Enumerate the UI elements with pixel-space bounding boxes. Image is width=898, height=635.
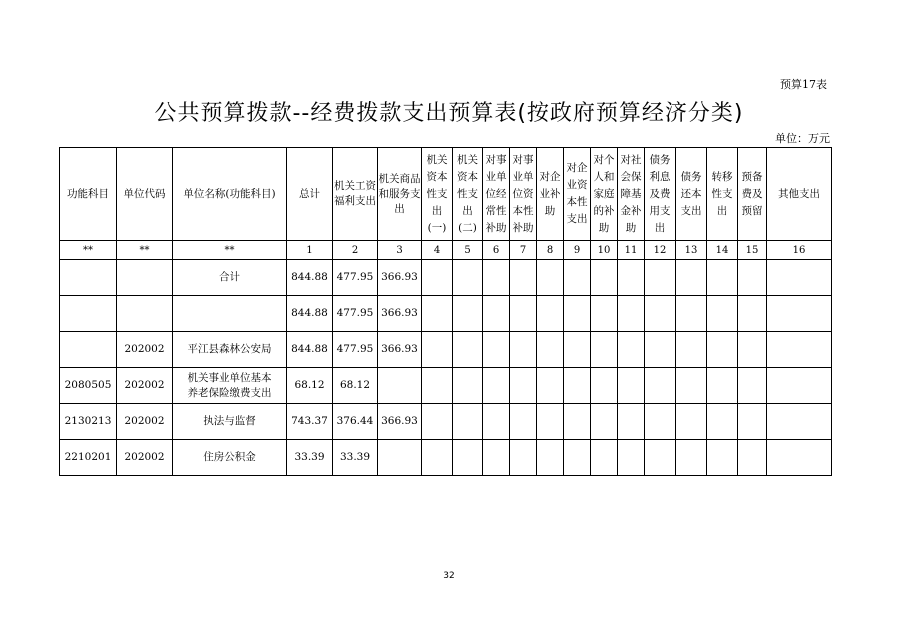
table-cell: [707, 332, 738, 368]
table-cell: [453, 404, 483, 440]
table-cell: [738, 260, 767, 296]
table-cell: [767, 332, 832, 368]
cell-text: 68.12: [339, 379, 371, 391]
column-header: [173, 148, 287, 241]
table-cell: [564, 332, 591, 368]
table-cell: [287, 368, 333, 404]
cell-text: 对个 人和 家庭 的补 助: [593, 153, 615, 234]
table-cell: [618, 241, 645, 260]
cell-text: 9: [573, 244, 581, 256]
cell-text: 11: [624, 244, 638, 256]
table-cell: [378, 241, 422, 260]
cell-text: 33.39: [339, 451, 371, 463]
table-cell: [483, 440, 510, 476]
table-cell: [591, 241, 618, 260]
cell-text: 743.37: [291, 415, 328, 427]
table-cell: [676, 241, 707, 260]
table-cell: [767, 440, 832, 476]
table-cell: [117, 296, 173, 332]
table-cell: [645, 296, 676, 332]
column-header: [618, 148, 645, 241]
cell-text: 202002: [124, 451, 165, 463]
column-header: [707, 148, 738, 241]
cell-text: 2: [351, 244, 359, 256]
cell-text: 2080505: [64, 379, 112, 391]
table-number: 预算17表: [780, 78, 827, 91]
table-cell: [60, 332, 117, 368]
table-cell: [333, 332, 378, 368]
column-header: [60, 148, 117, 241]
cell-text: 202002: [124, 415, 165, 427]
cell-text: 477.95: [336, 343, 374, 355]
table-cell: [645, 440, 676, 476]
column-index-row: [60, 241, 832, 260]
header-row: [60, 148, 832, 241]
table-cell: [333, 440, 378, 476]
cell-text: 单位名称(功能科目): [183, 187, 276, 200]
cell-text: 转移 性支 出: [711, 170, 733, 217]
column-header: [422, 148, 453, 241]
cell-text: 住房公积金: [203, 451, 256, 463]
table-cell: [510, 260, 537, 296]
table-cell: [60, 260, 117, 296]
table-cell: [707, 404, 738, 440]
table-cell: [645, 368, 676, 404]
cell-text: 机关事业单位基本 养老保险缴费支出: [187, 371, 272, 399]
table-cell: [173, 440, 287, 476]
cell-text: 5: [464, 244, 471, 256]
table-cell: [453, 332, 483, 368]
table-cell: [483, 296, 510, 332]
cell-text: 366.93: [381, 343, 418, 355]
cell-text: 总计: [299, 187, 320, 200]
cell-text: 4: [433, 244, 441, 256]
table-cell: [738, 296, 767, 332]
cell-text: 376.44: [336, 415, 374, 427]
cell-text: 202002: [124, 343, 165, 355]
cell-text: **: [83, 244, 93, 256]
table-cell: [483, 260, 510, 296]
table-cell: [333, 260, 378, 296]
table-cell: [422, 241, 453, 260]
cell-text: **: [224, 244, 235, 256]
table-cell: [453, 368, 483, 404]
table-cell: [564, 440, 591, 476]
table-cell: [333, 368, 378, 404]
table-cell: [510, 241, 537, 260]
table-cell: [618, 332, 645, 368]
table-cell: [483, 404, 510, 440]
column-header: [453, 148, 483, 241]
cell-text: 15: [745, 244, 759, 256]
table-cell: [645, 241, 676, 260]
table-cell: [707, 260, 738, 296]
cell-text: 对事 业单 位资 本性 补助: [512, 153, 534, 234]
table-cell: [378, 368, 422, 404]
cell-text: 对事 业单 位经 常性 补助: [485, 153, 507, 234]
column-header: [564, 148, 591, 241]
cell-text: 其他支出: [778, 187, 820, 200]
table-cell: [645, 260, 676, 296]
cell-text: 477.95: [336, 307, 374, 319]
table-row: [60, 332, 832, 368]
table-cell: [537, 368, 564, 404]
table-cell: [676, 296, 707, 332]
table-cell: [287, 332, 333, 368]
table-cell: [510, 404, 537, 440]
table-cell: [173, 404, 287, 440]
table-cell: [767, 241, 832, 260]
table-cell: [483, 332, 510, 368]
column-header: [378, 148, 422, 241]
column-header: [117, 148, 173, 241]
cell-text: 对企 业补 助: [539, 170, 561, 217]
table-cell: [537, 440, 564, 476]
table-row: [60, 296, 832, 332]
table-cell: [537, 404, 564, 440]
table-cell: [537, 296, 564, 332]
table-cell: [767, 368, 832, 404]
cell-text: 预备 费及 预留: [741, 170, 763, 217]
table-cell: [537, 241, 564, 260]
table-row: [60, 260, 832, 296]
table-cell: [591, 260, 618, 296]
table-cell: [483, 241, 510, 260]
cell-text: 功能科目: [67, 187, 109, 200]
table-cell: [618, 296, 645, 332]
table-cell: [117, 368, 173, 404]
cell-text: 844.88: [291, 307, 328, 319]
column-header: [510, 148, 537, 241]
cell-text: 202002: [124, 379, 165, 391]
cell-text: 477.95: [336, 271, 374, 283]
table-cell: [738, 440, 767, 476]
table-cell: [117, 332, 173, 368]
cell-text: 平江县森林公安局: [187, 343, 272, 355]
table-cell: [117, 440, 173, 476]
cell-text: 机关 资本 性支 出 (一): [426, 153, 448, 234]
page-title: 公共预算拨款--经费拨款支出预算表(按政府预算经济分类): [154, 101, 744, 126]
column-header: [591, 148, 618, 241]
cell-text: 13: [684, 244, 698, 256]
table-cell: [173, 296, 287, 332]
table-cell: [707, 296, 738, 332]
table-cell: [564, 368, 591, 404]
cell-text: 16: [792, 244, 806, 256]
cell-text: 68.12: [294, 379, 325, 391]
table-cell: [60, 440, 117, 476]
cell-text: 6: [492, 244, 500, 256]
table-cell: [591, 404, 618, 440]
column-header: [645, 148, 676, 241]
cell-text: 2130213: [64, 415, 112, 427]
table-cell: [767, 260, 832, 296]
table-cell: [60, 368, 117, 404]
cell-text: 366.93: [381, 307, 418, 319]
table-cell: [60, 296, 117, 332]
table-cell: [287, 296, 333, 332]
table-cell: [378, 404, 422, 440]
table-cell: [453, 440, 483, 476]
column-header: [287, 148, 333, 241]
cell-text: 对企 业资 本性 支出: [566, 162, 588, 225]
table-cell: [287, 241, 333, 260]
cell-text: 7: [519, 244, 527, 256]
table-cell: [117, 241, 173, 260]
cell-text: 33.39: [294, 451, 325, 463]
table-cell: [767, 404, 832, 440]
column-header: [767, 148, 832, 241]
cell-text: 机关 资本 性支 出 (二): [457, 153, 478, 234]
table-cell: [738, 404, 767, 440]
table-cell: [422, 260, 453, 296]
table-cell: [173, 241, 287, 260]
table-cell: [618, 260, 645, 296]
table-cell: [117, 404, 173, 440]
table-cell: [707, 241, 738, 260]
cell-text: 单位代码: [123, 187, 166, 200]
table-cell: [287, 404, 333, 440]
table-row: [60, 404, 832, 440]
column-header: [483, 148, 510, 241]
page-number: 32: [443, 571, 455, 581]
table-cell: [173, 368, 287, 404]
cell-text: 2210201: [64, 451, 112, 463]
cell-text: 366.93: [381, 271, 418, 283]
table-cell: [618, 404, 645, 440]
table-cell: [510, 440, 537, 476]
table-row: [60, 368, 832, 404]
table-cell: [333, 296, 378, 332]
cell-text: 债务 利息 及费 用支 出: [649, 153, 671, 234]
table-cell: [422, 440, 453, 476]
table-cell: [537, 332, 564, 368]
table-cell: [422, 296, 453, 332]
table-cell: [645, 332, 676, 368]
table-cell: [333, 241, 378, 260]
table-cell: [117, 260, 173, 296]
cell-text: 8: [546, 244, 554, 256]
table-cell: [591, 368, 618, 404]
table-cell: [378, 440, 422, 476]
table-cell: [483, 368, 510, 404]
table-cell: [564, 404, 591, 440]
cell-text: **: [139, 244, 150, 256]
table-cell: [767, 296, 832, 332]
cell-text: 1: [306, 244, 313, 256]
table-cell: [287, 260, 333, 296]
cell-text: 债务 还本 支出: [680, 170, 702, 217]
table-cell: [591, 332, 618, 368]
cell-text: 机关工资 福利支出: [334, 180, 376, 207]
table-cell: [738, 368, 767, 404]
table-cell: [453, 260, 483, 296]
table-cell: [564, 296, 591, 332]
table-cell: [676, 404, 707, 440]
table-cell: [564, 241, 591, 260]
table-cell: [591, 440, 618, 476]
table-cell: [333, 404, 378, 440]
column-header: [738, 148, 767, 241]
table-cell: [707, 440, 738, 476]
table-cell: [676, 368, 707, 404]
table-cell: [378, 296, 422, 332]
table-cell: [287, 440, 333, 476]
table-row: [60, 440, 832, 476]
column-header: [537, 148, 564, 241]
table-cell: [510, 368, 537, 404]
table-cell: [707, 368, 738, 404]
cell-text: 366.93: [381, 415, 418, 427]
table-cell: [738, 332, 767, 368]
table-cell: [591, 296, 618, 332]
table-cell: [378, 260, 422, 296]
table-cell: [378, 332, 422, 368]
table-cell: [618, 440, 645, 476]
cell-text: 844.88: [291, 271, 328, 283]
table-cell: [453, 241, 483, 260]
cell-text: 10: [597, 244, 611, 256]
table-cell: [645, 404, 676, 440]
cell-text: 14: [715, 244, 729, 256]
cell-text: 机关商品 和服务支 出: [378, 172, 421, 215]
cell-text: 执法与监督: [203, 415, 256, 427]
table-cell: [422, 404, 453, 440]
table-cell: [60, 241, 117, 260]
cell-text: 12: [653, 244, 667, 256]
table-cell: [618, 368, 645, 404]
cell-text: 合计: [219, 271, 240, 283]
column-header: [676, 148, 707, 241]
column-header: [333, 148, 378, 241]
cell-text: 844.88: [291, 343, 328, 355]
table-cell: [510, 332, 537, 368]
table-cell: [510, 296, 537, 332]
table-cell: [676, 440, 707, 476]
unit-label: 单位：万元: [775, 132, 830, 145]
table-cell: [453, 296, 483, 332]
table-cell: [422, 332, 453, 368]
budget-table: [59, 147, 832, 476]
table-cell: [173, 260, 287, 296]
table-cell: [738, 241, 767, 260]
cell-text: 3: [396, 244, 403, 256]
table-cell: [173, 332, 287, 368]
table-cell: [676, 260, 707, 296]
table-cell: [537, 260, 564, 296]
table-cell: [676, 332, 707, 368]
table-cell: [422, 368, 453, 404]
table-cell: [60, 404, 117, 440]
table-cell: [564, 260, 591, 296]
cell-text: 对社 会保 障基 金补 助: [620, 153, 642, 234]
